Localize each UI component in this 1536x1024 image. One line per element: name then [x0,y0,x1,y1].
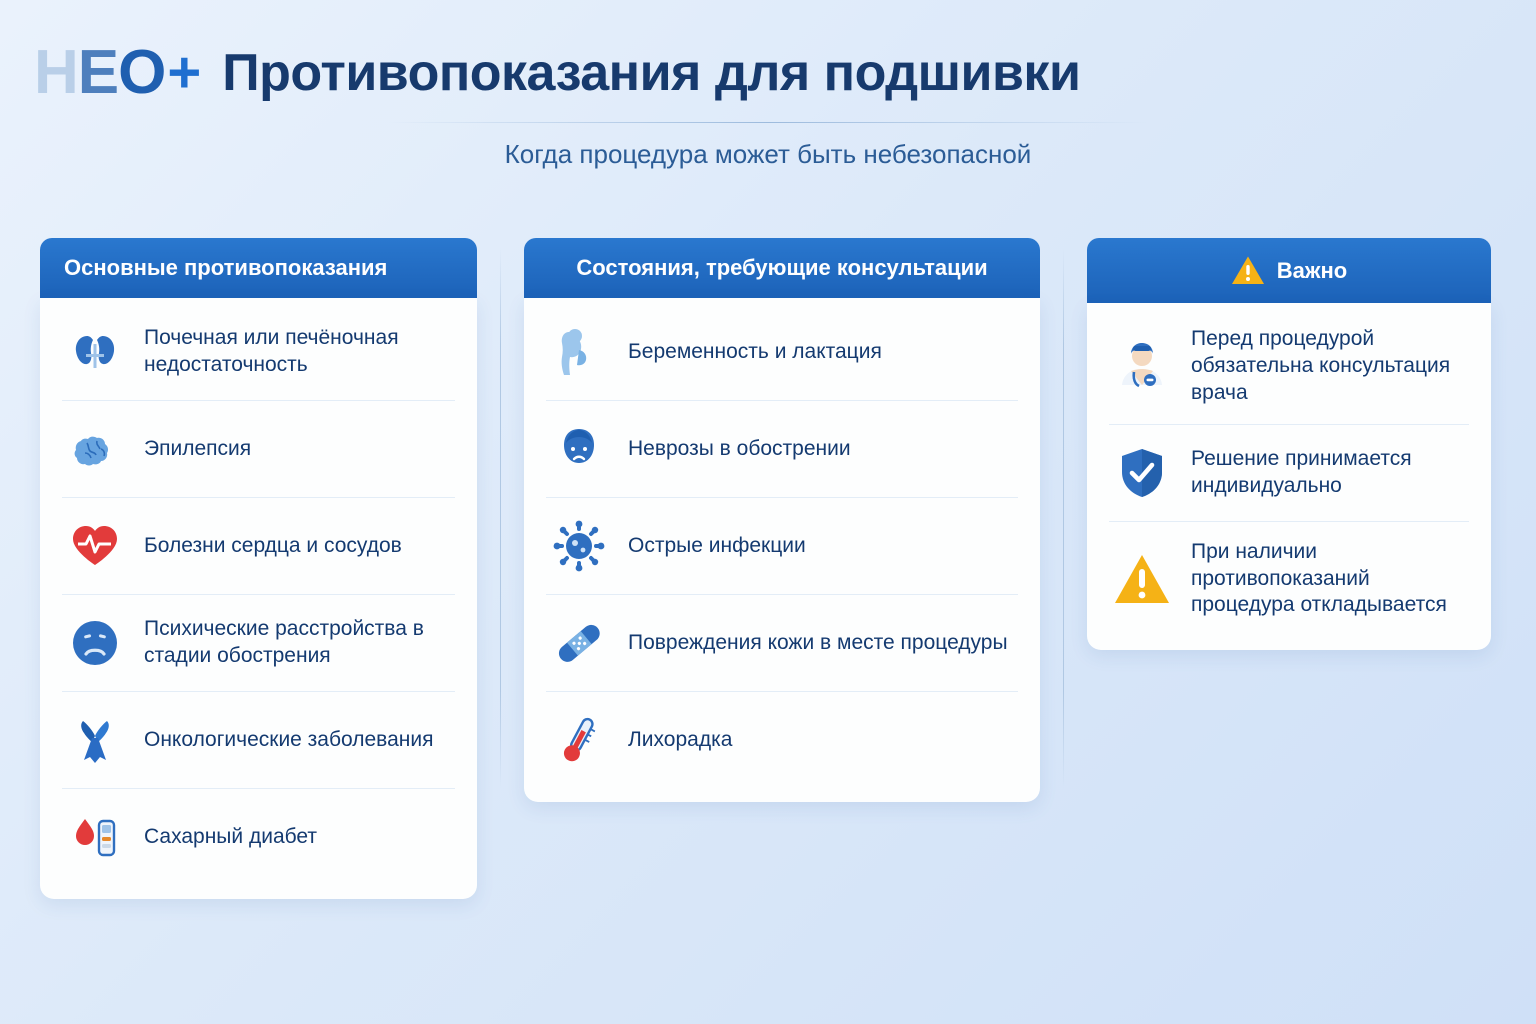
shield-check-icon [1111,442,1173,504]
logo-plus-icon: + [167,40,201,105]
list-item-label: Решение принимается индивидуально [1191,446,1412,497]
card-important [1087,238,1491,650]
page-header [0,0,1536,170]
anxious-person-icon [548,418,610,480]
card-header-1-label: Основные противопоказания [64,255,388,280]
list-item[interactable] [62,789,455,885]
card-header-3 [1087,238,1491,303]
list-item[interactable] [546,304,1018,401]
list-item[interactable] [1109,522,1469,637]
list-item-label: Повреждения кожи в месте процедуры [628,630,1008,654]
list-item-label: Неврозы в обострении [628,436,851,460]
logo-letter-2: Е [77,38,119,107]
list-item[interactable] [546,498,1018,595]
list-item[interactable] [1109,425,1469,522]
list-item[interactable] [62,401,455,498]
list-item-label: Острые инфекции [628,533,806,557]
list-item-label: Эпилепсия [144,436,252,460]
list-item-label: Почечная или печёночная недостаточность [144,326,399,376]
column-separator-1 [477,238,524,788]
doctor-icon [1111,335,1173,397]
brand-logo [34,38,201,107]
card-header-2-label: Состояния, требующие консультации [576,255,988,280]
sad-face-icon [64,612,126,674]
list-item[interactable] [546,595,1018,692]
list-item-label: Беременность и лактация [628,339,882,363]
pregnant-woman-icon [548,321,610,383]
brain-icon [64,418,126,480]
list-item-label: Лихорадка [628,727,733,751]
list-item[interactable] [62,498,455,595]
warning-triangle-icon [1231,255,1265,286]
awareness-ribbon-icon [64,709,126,771]
card-main-contraindications [40,238,477,899]
list-item-label: Онкологические заболевания [144,727,434,751]
list-item[interactable] [62,304,455,401]
header-divider [388,122,1148,123]
card-header-3-label: Важно [1276,257,1348,283]
column-separator-2 [1040,238,1087,788]
list-item-label: При наличии противопоказаний процедура откладывается [1191,539,1447,617]
thermometer-icon [548,709,610,771]
title-row [0,38,1536,107]
list-item-label: Болезни сердца и сосудов [144,533,402,557]
card-body-1 [40,298,477,899]
list-item-label: Перед процедурой обязательна консультация врача [1191,327,1451,404]
bandage-icon [548,612,610,674]
warning-triangle-icon [1111,548,1173,610]
page-subtitle: Когда процедура может быть небезопасной [504,139,1032,169]
card-consultation-conditions [524,238,1040,802]
kidneys-icon [64,321,126,383]
card-header-1 [40,238,477,298]
columns-container [40,238,1496,899]
list-item-label: Психические расстройства в стадии обострения [144,617,424,667]
card-body-2 [524,298,1040,802]
list-item[interactable] [546,692,1018,788]
card-header-2 [524,238,1040,298]
logo-letter-1: Н [34,38,78,107]
card-body-3 [1087,303,1491,650]
list-item[interactable] [62,595,455,692]
list-item[interactable] [546,401,1018,498]
heart-pulse-icon [64,515,126,577]
virus-icon [548,515,610,577]
list-item[interactable] [62,692,455,789]
logo-letter-3: О [118,38,166,107]
blood-glucose-icon [64,806,126,868]
list-item[interactable] [1109,309,1469,425]
list-item-label: Сахарный диабет [144,824,318,848]
page-title: Противопоказания для подшивки [222,44,1081,102]
